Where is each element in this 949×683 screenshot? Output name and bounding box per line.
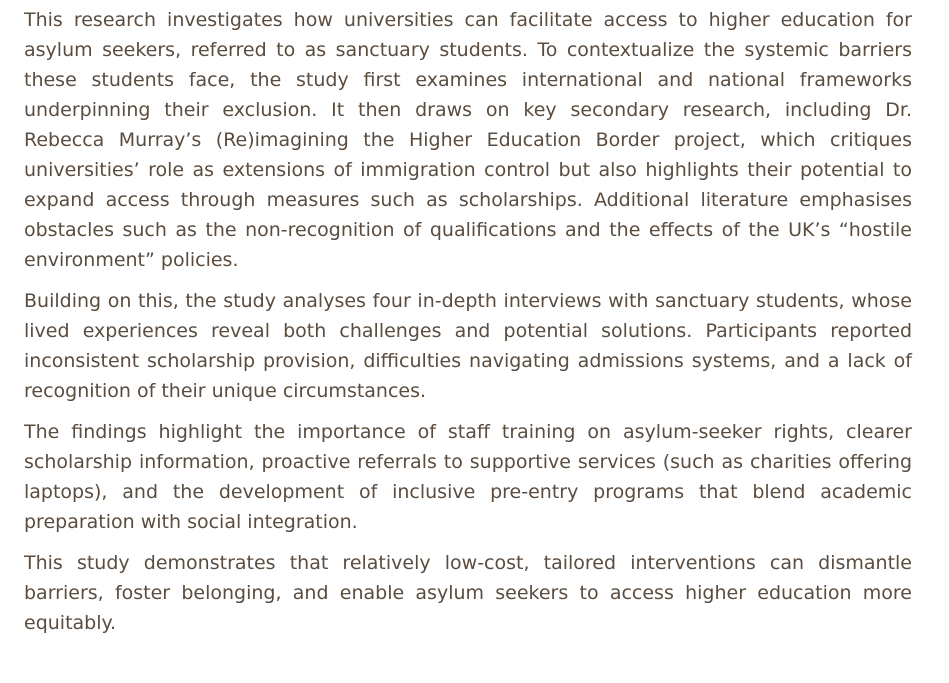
paragraph-findings: The findings highlight the importance of staff training on asylum-seeker rights, clearer scholarship information, proactive referrals to supportive services (such as charities offering laptops), and the development of inclusive pre-entry programs that blend academic preparation with social integration. xyxy=(24,421,912,533)
paragraph-interviews: Building on this, the study analyses four in-depth interviews with sanctuary students, whose lived experiences reveal both challenges and potential solutions. Participants reported inconsistent scholarship provision, difficulties navigating admissions systems, and a lack of recognition of their unique circumstances. xyxy=(24,290,912,402)
paragraph-introduction: This research investigates how universities can facilitate access to higher education for asylum seekers, referred to as sanctuary students. To contextualize the systemic barriers these students face, the study first examines international and national frameworks underpinning their exclusion. It then draws on key secondary research, including Dr. Rebecca Murray’s (Re)imagining the Higher Education Border project, which critiques universities’ role as extensions of immigration control but also highlights their potential to expand access through measures such as scholarships. Additional literature emphasises obstacles such as the non-recognition of qualifications and the effects of the UK’s “hostile environment” policies. xyxy=(24,9,912,271)
paragraph-conclusion: This study demonstrates that relatively low-cost, tailored interventions can dismantle barriers, foster belonging, and enable asylum seekers to access higher education more equitably. xyxy=(24,552,912,634)
abstract-text xyxy=(24,5,912,649)
